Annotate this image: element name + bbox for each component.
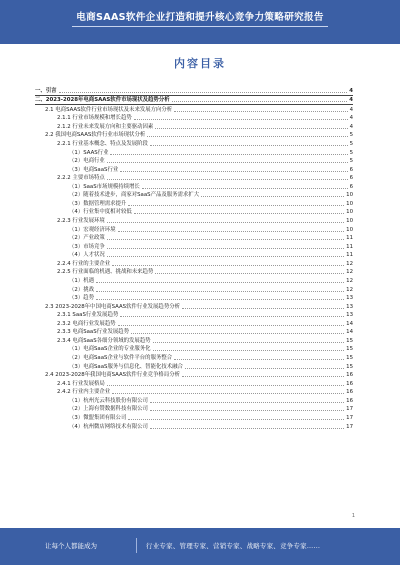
toc-leader-dots: [96, 290, 344, 292]
toc-entry[interactable]: [35, 353, 353, 362]
toc-entry-title: 2.4.2 行业内主要企业: [35, 388, 111, 396]
page-footer: [0, 528, 400, 565]
toc-entry-page: 10: [346, 192, 353, 199]
toc-leader-dots: [153, 341, 345, 343]
toc-entry-page: 12: [346, 286, 353, 293]
toc-entry[interactable]: [35, 139, 353, 148]
toc-leader-dots: [150, 409, 344, 411]
page-number: 1: [351, 513, 355, 519]
toc-entry[interactable]: [35, 388, 353, 397]
toc-entry-page: 5: [349, 149, 353, 156]
toc-entry[interactable]: [35, 242, 353, 251]
toc-entry[interactable]: [35, 122, 353, 131]
toc-entry[interactable]: [35, 259, 353, 268]
toc-entry-page: 10: [346, 200, 353, 207]
toc-entry-page: 12: [346, 260, 353, 267]
toc-entry[interactable]: [35, 371, 353, 380]
toc-leader-dots: [112, 264, 344, 266]
toc-entry-page: 6: [349, 175, 353, 182]
toc-entry-page: 16: [346, 380, 353, 387]
toc-entry-title: （2）电商SaaS企业与软件平台的服务整合: [35, 354, 173, 362]
toc-entry-title: 2.2 我国电商SAAS软件行业市场现状分析: [35, 131, 146, 139]
toc-entry[interactable]: [35, 336, 353, 345]
toc-leader-dots: [153, 349, 345, 351]
toc-entry-page: 15: [346, 337, 353, 344]
toc-entry[interactable]: [35, 302, 353, 311]
toc-entry-page: 11: [346, 235, 353, 242]
toc-entry-title: （2）电商行业: [35, 157, 106, 165]
toc-entry-page: 12: [346, 269, 353, 276]
toc-leader-dots: [59, 91, 348, 93]
toc-entry-title: 2.2.4 行业的主要企业: [35, 260, 111, 268]
toc-entry-page: 4: [349, 123, 353, 130]
toc-entry-title: 2.1.2 行业未来发展方向和主要驱动因素: [35, 123, 154, 131]
toc-entry[interactable]: [35, 131, 353, 140]
toc-entry-page: 4: [349, 106, 353, 113]
toc-leader-dots: [107, 178, 348, 180]
toc-entry-page: 15: [346, 346, 353, 353]
toc-entry-page: 4: [349, 97, 353, 104]
toc-leader-dots: [131, 332, 344, 334]
toc-entry[interactable]: [35, 165, 353, 174]
footer-divider: [136, 538, 137, 553]
toc-leader-dots: [150, 401, 344, 403]
toc-entry-page: 5: [349, 132, 353, 139]
toc-entry-page: 15: [346, 363, 353, 370]
toc-entry[interactable]: [35, 405, 353, 414]
toc-entry[interactable]: [35, 345, 353, 354]
toc-leader-dots: [120, 315, 344, 317]
toc-entry[interactable]: [35, 174, 353, 183]
toc-entry-title: 2.1 电商SAAS软件行业市场现状及未来发展方向分析: [35, 106, 173, 114]
toc-leader-dots: [107, 384, 344, 386]
toc-leader-dots: [142, 187, 348, 189]
toc-entry-title: （2）上海有赞数据科技有限公司: [35, 405, 149, 413]
toc-entry-title: （1）杭州光云科技股份有限公司: [35, 397, 149, 405]
toc-entry-title: 2.4.1 行业发展格局: [35, 380, 106, 388]
toc-entry[interactable]: [35, 413, 353, 422]
toc-entry[interactable]: [35, 114, 353, 123]
toc-entry-title: （3）市场竞争: [35, 243, 106, 251]
toc-entry-page: 14: [346, 320, 353, 327]
toc-leader-dots: [150, 144, 348, 146]
toc-entry-title: 2.3.4 电商SaaS各细分领域的发展趋势: [35, 337, 152, 345]
toc-entry-title: （4）人才状况: [35, 251, 106, 259]
toc-leader-dots: [96, 281, 344, 283]
toc-entry-title: （3）趋势: [35, 294, 95, 302]
toc-entry[interactable]: [35, 225, 353, 234]
toc-entry-title: 2.3.1 SaaS行业发展趋势: [35, 311, 119, 319]
toc-leader-dots: [174, 110, 347, 112]
toc-entry-title: （3）电商SaaS行业: [35, 166, 119, 174]
toc-entry-page: 4: [349, 115, 353, 122]
toc-entry-page: 5: [349, 140, 353, 147]
toc-leader-dots: [112, 392, 344, 394]
toc-entry[interactable]: [35, 328, 353, 337]
toc-entry-page: 14: [346, 329, 353, 336]
toc-entry-title: 2.2.2 主要市场特点: [35, 174, 106, 182]
toc-entry[interactable]: [35, 96, 353, 106]
header-divider: [72, 26, 328, 27]
toc-entry-page: 10: [346, 218, 353, 224]
toc-entry[interactable]: [35, 362, 353, 371]
toc-entry-title: （1）SAAS行业: [35, 149, 109, 157]
toc-entry-page: 11: [346, 252, 353, 259]
toc-leader-dots: [134, 118, 348, 120]
toc-leader-dots: [107, 255, 344, 257]
toc-entry-title: （3）数据管理需求提升: [35, 200, 127, 208]
toc-entry-title: （2）挑战: [35, 286, 95, 294]
toc-leader-dots: [107, 161, 348, 163]
toc-entry[interactable]: [35, 199, 353, 208]
toc-entry-page: 6: [349, 166, 353, 173]
toc-leader-dots: [128, 418, 344, 420]
toc-leader-dots: [96, 298, 344, 300]
toc-entry-title: （1）机遇: [35, 277, 95, 285]
toc-entry[interactable]: [35, 294, 353, 303]
toc-entry-title: 2.1.1 行业市场规模和增长趋势: [35, 114, 133, 122]
toc-entry[interactable]: [35, 105, 353, 114]
toc-leader-dots: [118, 230, 345, 232]
toc-leader-dots: [185, 367, 344, 369]
toc-entry[interactable]: [35, 422, 353, 431]
toc-entry-title: 2.2.5 行业面临的机遇、挑战和未来趋势: [35, 268, 154, 276]
toc-entry-title: 2.2.1 行业基本概念、特点及发展阶段: [35, 140, 149, 148]
toc-entry[interactable]: [35, 379, 353, 388]
toc-entry-title: （2）随着技术进步，商家对SaaS产品及服务需求扩大: [35, 191, 200, 199]
toc-leader-dots: [147, 135, 347, 137]
toc-entry-title: （1）宏观经济环境: [35, 226, 117, 234]
toc-entry-page: 11: [346, 243, 353, 250]
toc-entry-page: 10: [346, 226, 353, 233]
toc-leader-dots: [120, 170, 347, 172]
toc-entry-title: （3）电商SaaS服务与信息化、智能化技术融合: [35, 363, 184, 371]
toc-entry-page: 13: [346, 303, 353, 310]
toc-entry[interactable]: [35, 251, 353, 260]
toc-leader-dots: [182, 375, 344, 377]
toc-heading: 内容目录: [174, 57, 226, 70]
report-title: 电商SAAS软件企业打造和提升核心竞争力策略研究报告: [76, 12, 324, 23]
toc-entry-page: 17: [346, 414, 353, 421]
toc-leader-dots: [174, 358, 344, 360]
toc-entry-title: 2.2.3 行业发展环境: [35, 217, 106, 225]
toc-entry[interactable]: [35, 148, 353, 157]
toc-leader-dots: [107, 238, 344, 240]
toc-entry[interactable]: [35, 234, 353, 243]
toc-entry[interactable]: [35, 268, 353, 277]
toc-entry[interactable]: [35, 191, 353, 200]
toc-entry[interactable]: [35, 311, 353, 320]
toc-entry[interactable]: [35, 216, 353, 225]
toc-entry[interactable]: [35, 182, 353, 191]
toc-entry-page: 13: [346, 295, 353, 302]
toc-entry[interactable]: [35, 319, 353, 328]
toc-entry[interactable]: [35, 285, 353, 294]
toc-leader-dots: [172, 100, 348, 102]
toc-entry-title: 2.3.3 电商SaaS行业发展趋势: [35, 328, 130, 336]
toc-entry-title: （3）微盟集团有限公司: [35, 414, 127, 422]
toc-entry-page: 16: [346, 372, 353, 379]
toc-entry[interactable]: [35, 208, 353, 217]
toc-entry-title: （1）SaaS市场规模持续增长: [35, 183, 141, 191]
toc-entry-title: 2.3 2023-2028年中国电商SAAS软件行业发展趋势分析: [35, 303, 181, 311]
toc-entry-page: 4: [349, 87, 353, 94]
toc-leader-dots: [107, 247, 344, 249]
toc-entry-page: 16: [346, 389, 353, 396]
footer-tagline: 行业专家、管理专家、营销专家、战略专家、竞争专家……: [146, 542, 321, 550]
toc-entry-title: （2）产业政策: [35, 234, 106, 242]
toc-entry-title: 2.4 2023-2028年我国电商SAAS软件行业竞争格局分析: [35, 371, 181, 379]
toc-leader-dots: [182, 307, 344, 309]
toc-entry-page: 12: [346, 277, 353, 284]
toc-entry-page: 17: [346, 406, 353, 413]
footer-slogan: 让每个人都能成为: [45, 542, 97, 550]
toc-entry-page: 6: [349, 183, 353, 190]
toc-entry-title: （4）行业集中度相对较低: [35, 208, 133, 216]
toc-leader-dots: [110, 153, 347, 155]
toc-leader-dots: [155, 272, 344, 274]
toc-entry-title: 一、引言: [35, 87, 57, 94]
toc-leader-dots: [201, 195, 344, 197]
toc-entry-title: （1）电商SaaS企业的专业服务化: [35, 345, 152, 353]
toc-entry[interactable]: [35, 396, 353, 405]
toc-entry-title: 2.3.2 电商行业发展趋势: [35, 320, 117, 328]
toc-entry-page: 15: [346, 355, 353, 361]
toc-entry[interactable]: [35, 157, 353, 166]
toc-entry[interactable]: [35, 86, 353, 96]
toc-leader-dots: [150, 427, 344, 429]
toc-entry-title: 二、2023-2028年电商SAAS软件市场现状及趋势分析: [35, 97, 170, 104]
toc-entry-page: 10: [346, 209, 353, 216]
table-of-contents: [35, 86, 353, 431]
toc-entry-page: 17: [346, 423, 353, 430]
toc-entry-title: （4）杭州微店网络技术有限公司: [35, 423, 149, 431]
toc-leader-dots: [134, 212, 344, 214]
toc-leader-dots: [155, 127, 347, 129]
toc-entry-page: 5: [349, 158, 353, 165]
page-header: [0, 0, 400, 44]
toc-entry[interactable]: [35, 276, 353, 285]
toc-leader-dots: [107, 221, 344, 223]
toc-entry-page: 16: [346, 397, 353, 404]
toc-leader-dots: [128, 204, 344, 206]
toc-entry-page: 13: [346, 312, 353, 319]
toc-leader-dots: [118, 324, 345, 326]
